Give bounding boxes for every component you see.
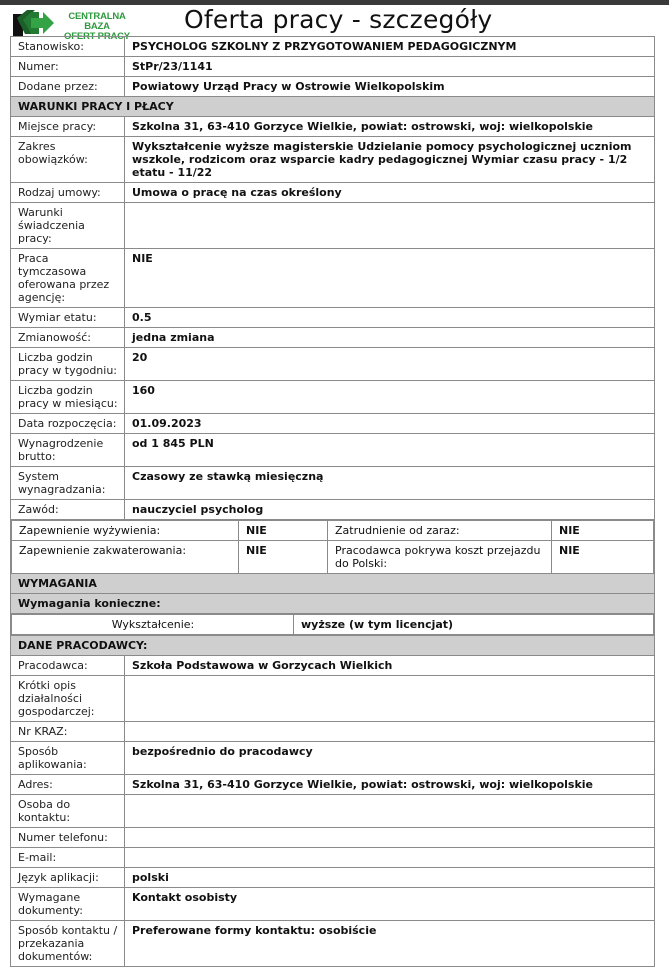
row-pracodawca (11, 656, 655, 676)
field-label: Zapewnienie zakwaterowania: (12, 541, 239, 574)
field-label: Wymiar etatu: (11, 308, 125, 328)
field-label: Liczba godzin pracy w miesiącu: (11, 381, 125, 414)
field-label: Sposób kontaktu / przekazania dokumentów: (11, 921, 125, 967)
field-value: od 1 845 PLN (125, 434, 655, 467)
field-value: 20 (125, 348, 655, 381)
field-label: Stanowisko: (11, 37, 125, 57)
field-label: Warunki świadczenia pracy: (11, 203, 125, 249)
extras-grid (11, 520, 654, 573)
field-value (125, 828, 655, 848)
row-miejsce-pracy (11, 117, 655, 137)
row-sposob-aplikowania (11, 742, 655, 775)
field-value (125, 795, 655, 828)
cbop-logo[interactable] (13, 8, 138, 42)
field-value: bezpośrednio do pracodawcy (125, 742, 655, 775)
education-grid (11, 614, 654, 635)
field-value: NIE (239, 521, 328, 541)
field-label: Dodane przez: (11, 77, 125, 97)
section-heading-requirements: WYMAGANIA (11, 574, 655, 594)
row-rodzaj-umowy (11, 183, 655, 203)
field-label: E-mail: (11, 848, 125, 868)
field-value: Szkolna 31, 63-410 Gorzyce Wielkie, powiat: ostrowski, woj: wielkopolskie (125, 117, 655, 137)
row-osoba-kontakt (11, 795, 655, 828)
field-label: Miejsce pracy: (11, 117, 125, 137)
field-value: 0.5 (125, 308, 655, 328)
field-value: jedna zmiana (125, 328, 655, 348)
field-label: System wynagradzania: (11, 467, 125, 500)
field-value: 01.09.2023 (125, 414, 655, 434)
row-opis-dzialalnosci (11, 676, 655, 722)
field-label: Numer: (11, 57, 125, 77)
field-value: wyższe (w tym licencjat) (294, 615, 654, 635)
field-label: Rodzaj umowy: (11, 183, 125, 203)
field-label: Wymagane dokumenty: (11, 888, 125, 921)
field-label: Krótki opis działalności gospodarczej: (11, 676, 125, 722)
row-numer (11, 57, 655, 77)
field-value: 160 (125, 381, 655, 414)
row-jezyk-aplikacji (11, 868, 655, 888)
row-system-wynagradzania (11, 467, 655, 500)
row-telefon (11, 828, 655, 848)
row-godziny-tydzien (11, 348, 655, 381)
field-value: Kontakt osobisty (125, 888, 655, 921)
page-header (0, 5, 669, 42)
field-label: Pracodawca pokrywa koszt przejazdu do Polski: (328, 541, 552, 574)
row-nr-kraz (11, 722, 655, 742)
field-value (125, 676, 655, 722)
field-value: NIE (125, 249, 655, 308)
field-label: Osoba do kontaktu: (11, 795, 125, 828)
extras-row (12, 521, 654, 541)
field-value: Umowa o pracę na czas określony (125, 183, 655, 203)
row-wymiar-etatu (11, 308, 655, 328)
row-wymagane-dokumenty (11, 888, 655, 921)
row-zawod (11, 500, 655, 520)
row-zakres-obowiazkow (11, 137, 655, 183)
field-label: Zawód: (11, 500, 125, 520)
row-warunki-swiadczenia (11, 203, 655, 249)
field-value: PSYCHOLOG SZKOLNY Z PRZYGOTOWANIEM PEDAGOGICZNYM (125, 37, 655, 57)
page-title: Oferta pracy - szczegóły (184, 5, 493, 34)
row-sposob-kontaktu (11, 921, 655, 967)
row-godziny-miesiac (11, 381, 655, 414)
field-value: nauczyciel psycholog (125, 500, 655, 520)
field-value (125, 203, 655, 249)
field-value: NIE (552, 521, 654, 541)
logo-line-2: OFERT PRACY (64, 31, 130, 42)
row-wynagrodzenie (11, 434, 655, 467)
field-label: Praca tymczasowa oferowana przez agencję: (11, 249, 125, 308)
field-label: Data rozpoczęcia: (11, 414, 125, 434)
row-dodane-przez (11, 77, 655, 97)
row-praca-tymczasowa (11, 249, 655, 308)
field-value: Wykształcenie wyższe magisterskie Udzielanie pomocy psychologicznej uczniom wszkole, rodzicom oraz wsparcie kadry pedagogicznej Wymiar czasu pracy - 1/2 etatu - 11/22 (125, 137, 655, 183)
field-value: polski (125, 868, 655, 888)
field-value: Powiatowy Urząd Pracy w Ostrowie Wielkopolskim (125, 77, 655, 97)
field-label: Język aplikacji: (11, 868, 125, 888)
field-value: Szkoła Podstawowa w Gorzycach Wielkich (125, 656, 655, 676)
row-wyksztalcenie (11, 614, 655, 636)
subsection-heading-required: Wymagania konieczne: (11, 594, 655, 614)
field-label: Wykształcenie: (12, 615, 294, 635)
field-label: Adres: (11, 775, 125, 795)
row-data-rozpoczecia (11, 414, 655, 434)
row-extras (11, 520, 655, 574)
row-adres (11, 775, 655, 795)
extras-row (12, 541, 654, 574)
field-label: Wynagrodzenie brutto: (11, 434, 125, 467)
logo-line-1: CENTRALNA BAZA (68, 11, 126, 32)
field-label: Numer telefonu: (11, 828, 125, 848)
field-label: Liczba godzin pracy w tygodniu: (11, 348, 125, 381)
row-email (11, 848, 655, 868)
field-label: Pracodawca: (11, 656, 125, 676)
row-stanowisko (11, 37, 655, 57)
section-heading-employer: DANE PRACODAWCY: (11, 636, 655, 656)
row-zmianowosc (11, 328, 655, 348)
field-label: Zmianowość: (11, 328, 125, 348)
field-value: Preferowane formy kontaktu: osobiście (125, 921, 655, 967)
field-label: Zapewnienie wyżywienia: (12, 521, 239, 541)
cbop-arrow-logo-icon (13, 8, 55, 36)
field-label: Zakres obowiązków: (11, 137, 125, 183)
field-label: Nr KRAZ: (11, 722, 125, 742)
field-value: Czasowy ze stawką miesięczną (125, 467, 655, 500)
field-label: Sposób aplikowania: (11, 742, 125, 775)
field-label: Zatrudnienie od zaraz: (328, 521, 552, 541)
field-value (125, 848, 655, 868)
field-value: StPr/23/1141 (125, 57, 655, 77)
field-value: NIE (552, 541, 654, 574)
offer-details-table (10, 36, 655, 967)
section-heading-conditions: WARUNKI PRACY I PŁACY (11, 97, 655, 117)
field-value: Szkolna 31, 63-410 Gorzyce Wielkie, powiat: ostrowski, woj: wielkopolskie (125, 775, 655, 795)
field-value (125, 722, 655, 742)
field-value: NIE (239, 541, 328, 574)
